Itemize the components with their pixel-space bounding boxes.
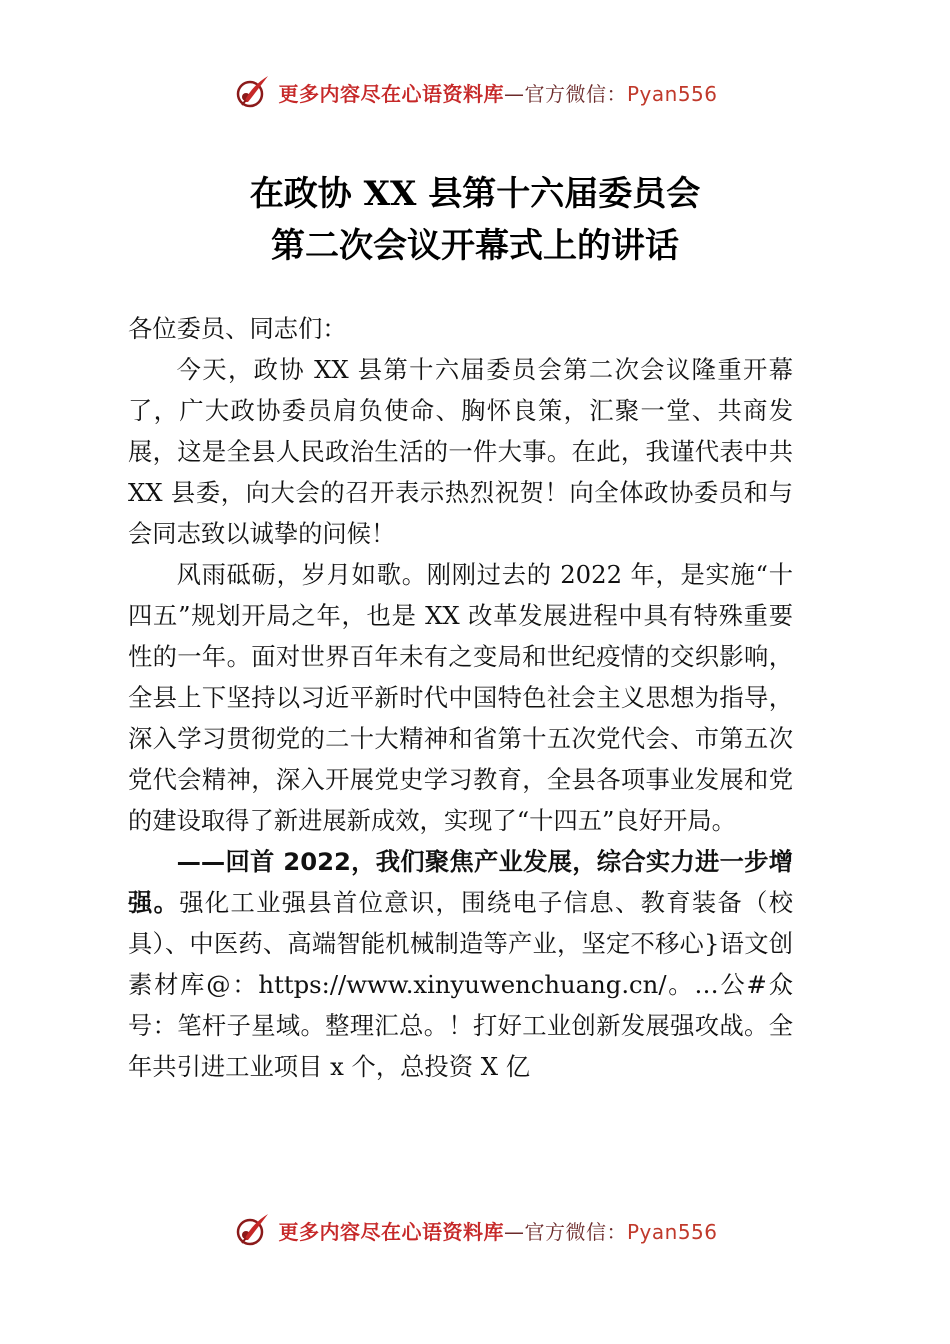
header-banner [0,70,950,114]
salutation: 各位委员、同志们： [128,314,347,343]
footer-banner-text [278,1216,717,1245]
footer-banner-sep: — [503,1219,525,1244]
footer-banner-label: 官方微信： [524,1219,627,1244]
header-banner-label: 官方微信： [524,81,627,106]
quill-logo-icon [232,1210,272,1250]
header-banner-sep: — [503,81,525,106]
header-banner-id: Pyan556 [626,81,718,106]
footer-banner-id: Pyan556 [626,1219,718,1244]
header-banner-text [278,78,717,107]
title-line-1: 在政协 XX 县第十六届委员会 [249,174,701,214]
title-line-2: 第二次会议开幕式上的讲话 [271,226,679,266]
header-banner-main: 更多内容尽在心语资料库 [278,81,504,106]
paragraph-3-text: 强化工业强县首位意识，围绕电子信息、教育装备（校具）、中医药、高端智能机械制造等产业，坚定不移心}语文创素材库@：https://www.xinyuwenchuang.cn/。…公#众号：笔杆子星域。整理汇总。！打好工业创新发展强攻战。全年共引进工业项目 x 个，总投资 X 亿 [128,888,794,1081]
footer-banner-main: 更多内容尽在心语资料库 [278,1219,504,1244]
paragraph-3-heading: ——回首 2022，我们聚焦产业发展，综合实力进一步增强。 [128,847,793,917]
paragraph-2: 风雨砥砺，岁月如歌。刚刚过去的 2022 年，是实施“十四五”规划开局之年，也是 XX 改革发展进程中具有特殊重要性的一年。面对世界百年未有之变局和世纪疫情的交织影响，全县上下坚持以习近平新时代中国特色社会主义思想为指导，深入学习贯彻党的二十大精神和省第十五次党代会、市第五次党代会精神，深入开展党史学习教育，全县各项事业发展和党的建设取得了新进展新成效，实现了“十四五”良好开局。 [128,560,793,835]
document-body [128,308,793,1087]
paragraph-1: 今天，政协 XX 县第十六届委员会第二次会议隆重开幕了，广大政协委员肩负使命、胸怀良策，汇聚一堂、共商发展，这是全县人民政治生活的一件大事。在此，我谨代表中共 XX 县委，向大会的召开表示热烈祝贺！向全体政协委员和与会同志致以诚挚的问候！ [128,355,793,548]
paragraph-3 [128,841,793,1087]
footer-banner [0,1208,950,1252]
quill-logo-icon [232,72,272,112]
document-title [0,168,950,272]
